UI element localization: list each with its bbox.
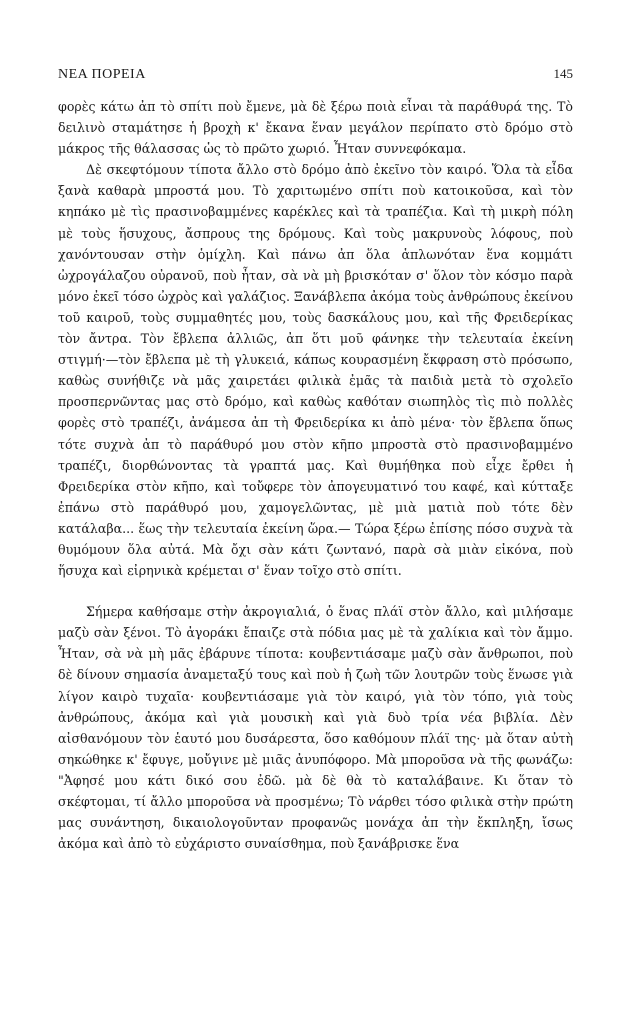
running-head: [58, 66, 573, 83]
paragraph: Σήμερα καθήσαμε στὴν ἀκρογιαλιά, ὁ ἕνας πλάϊ στὸν ἄλλο, καὶ μιλήσαμε μαζὺ σὰν ξένοι. Τὸ ἀγοράκι ἔπαιζε στὰ πόδια μας μὲ τὰ χαλίκια καὶ τὸν ἄμμο. Ἦταν, σὰ νὰ μὴ μᾶς ἐβάρυνε τίποτα: κουβεντιάσαμε μαζὺ σὰν ἄνθρωποι, ποὺ δὲ δίνουν σημασία ἀναμεταξύ τους καὶ ποὺ ἡ ζωὴ τῶν λουτρῶν τοὺς ἕνωσε γιὰ λίγον καιρὸ τυχαῖα· κουβεντιάσαμε γιὰ τὸν καιρό, γιὰ τὸν τόπο, γιὰ τοὺς ἀνθρώπους, ἀκόμα καὶ γιὰ μουσικὴ καὶ γιὰ δυὸ τρία νέα βιβλία. Δὲν αἰσθανόμουν τὸν ἑαυτό μου δυσάρεστα, ὅσο καθόμουν πλάϊ της· μὰ ὅταν αὐτὴ σηκώθηκε κ' ἔφυγε, μοὔγινε μὲ μιᾶς ἀνυπόφορο. Μὰ μποροῦσα νὰ τῆς φωνάζω: "Ἀφησέ μου κάτι δικό σου ἐδῶ. μὰ δὲ θὰ τὸ καταλάβαινε. Κι ὅταν τὸ σκέφτομαι, τί ἄλλο μποροῦσα νὰ προσμένω; Τὸ νάρθει τόσο φιλικὰ στὴν πρώτη μας συνάντηση, δικαιολογοῦνταν προφανῶς μονάχα ἀπ τὴν ἔκπληξη, ἴσως ἀκόμα καὶ ἀπὸ τὸ εὐχάριστο συναίσθημα, ποὺ ξανάβρισκε ἕνα: [58, 604, 573, 852]
paragraph: Δὲ σκεφτόμουν τίποτα ἄλλο στὸ δρόμο ἀπὸ ἐκεῖνο τὸν καιρό. Ὅλα τὰ εἶδα ξανὰ καθαρὰ μπροστά μου. Τὸ χαριτωμένο σπίτι ποὺ κατοικοῦσα, καὶ τὸν κηπάκο μὲ τὶς πρασινοβαμμένες καρέκλες καὶ τὰ τραπέζια. Καὶ τὴ μικρὴ πόλη μὲ τοὺς ἥσυχους, ἄσπρους της δρόμους. Καὶ τοὺς μακρυνοὺς λόφους, ποὺ χανόντουσαν στὴν ὁμίχλη. Καὶ πάνω ἀπ ὅλα ἁπλωνόταν ἕνα κομμάτι ὠχρογάλαζου οὐρανοῦ, ποὺ ἦταν, σὰ νὰ μὴ βρισκόταν σ' ὅλον τὸν κόσμο παρὰ μόνο ἐκεῖ τόσο ὠχρὸς καὶ γαλάζιος. Ξανάβλεπα ἀκόμα τοὺς ἀνθρώπους ἐκείνου τοῦ καιροῦ, τοὺς συμμαθητές μου, τοὺς δασκάλους μου, καὶ τῆς Φρειδερίκας τὸν ἄντρα. Τὸν ἔβλεπα ἀλλιῶς, ἀπ ὅτι μοῦ φάνηκε τὴν τελευταία ἐκείνη στιγμή·—τὸν ἔβλεπα μὲ τὴ γλυκειά, κάπως κουρασμένη ἔκφραση στὸ πρόσωπο, καθὼς συνήθιζε νὰ μᾶς χαιρετάει φιλικὰ ἐμᾶς τὰ παιδιὰ μετὰ τὸ σχολεῖο προσπερνῶντας μας στὸ δρόμο, καὶ καθὼς καθόταν σιωπηλὸς τὶς πιὸ πολλὲς φορὲς στὸ τραπέζι, ἀνάμεσα ἀπ τὴ Φρειδερίκα κι ἀπὸ μένα· τὸν ἔβλεπα ὅπως τότε συχνὰ ἀπ τὸ παράθυρό μου στὸν κῆπο μπροστὰ στὸ πρασινοβαμμένο τραπέζι, διορθώνοντας τὰ γραπτά μας. Καὶ θυμήθηκα ποὺ εἶχε ἔρθει ἡ Φρειδερίκα στὸν κῆπο, καὶ τοὔφερε τὸν ἀπογευματινό του καφέ, καὶ κύτταξε ἐπάνω στὸ παράθυρό μου, χαμογελῶντας, μὲ μιὰ ματιὰ ποὺ τότε δὲν κατάλαβα... ἕως τὴν τελευταία ἐκείνη ὥρα.— Τώρα ξέρω ἐπίσης πόσο συχνὰ τὰ θυμόμουν ὅλα αὐτά. Μὰ ὄχι σὰν κάτι ζωντανό, παρὰ σὰ μιὰν εἰκόνα, ποὺ ἥσυχα καὶ εἰρηνικὰ κρέμεται σ' ἕναν τοῖχο στὸ σπίτι.: [58, 162, 573, 579]
running-title: ΝΕΑ ΠΟΡΕΙΑ: [58, 67, 146, 82]
paragraph: φορὲς κάτω ἀπ τὸ σπίτι ποὺ ἔμενε, μὰ δὲ ξέρω ποιὰ εἶναι τὰ παράθυρά της. Τὸ δειλινὸ σταμάτησε ἡ βροχὴ κ' ἔκανα ἕναν μεγάλον περίπατο στὸ δρόμο στὸ μάκρος τῆς θάλασσας ὡς τὸ πρῶτο χωριό. Ἦταν συννεφόκαμα.: [58, 99, 573, 157]
page-number: 145: [553, 66, 573, 81]
body-text: [58, 96, 573, 854]
